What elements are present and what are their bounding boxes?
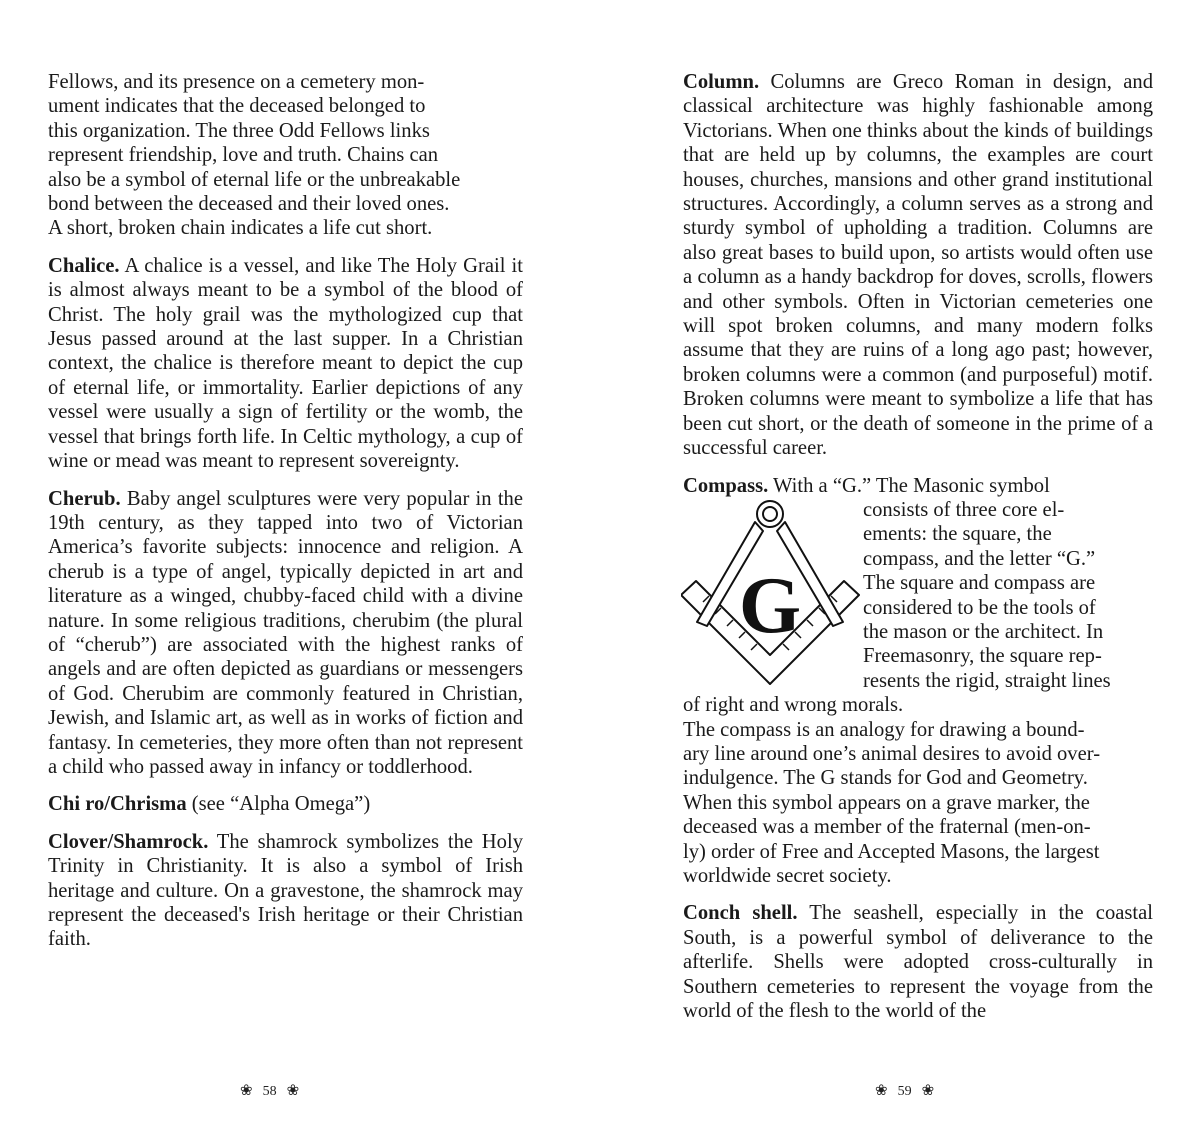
text-line: The compass is an analogy for drawing a bound- bbox=[683, 718, 1085, 741]
entry-conch-shell bbox=[683, 901, 1153, 1023]
text-line: this organization. The three Odd Fellows links bbox=[48, 119, 430, 142]
flower-ornament-icon: ❀ bbox=[286, 1081, 300, 1099]
page-number: 58 bbox=[262, 1084, 277, 1099]
text-line: ary line around one’s animal desires to avoid over- bbox=[683, 742, 1101, 765]
entry-chi-ro bbox=[48, 792, 523, 816]
page-number-right bbox=[875, 1081, 934, 1100]
text-line: indulgence. The G stands for God and Geometry. bbox=[683, 767, 1088, 790]
text-line: When this symbol appears on a grave marker, the bbox=[683, 791, 1090, 814]
text-line: resents the rigid, straight lines bbox=[863, 669, 1111, 692]
text-line: the mason or the architect. In bbox=[863, 620, 1104, 643]
flower-ornament-icon: ❀ bbox=[921, 1081, 935, 1099]
square-and-compass-icon bbox=[681, 498, 863, 688]
text-line: considered to be the tools of bbox=[863, 596, 1096, 619]
continuation-paragraph bbox=[48, 70, 523, 241]
page-number: 59 bbox=[897, 1084, 912, 1099]
text-line: The square and compass are bbox=[863, 572, 1096, 595]
entry-term: Conch shell. bbox=[683, 902, 798, 925]
compass-lead-line bbox=[683, 474, 1153, 498]
flower-ornament-icon: ❀ bbox=[240, 1081, 253, 1099]
page-number-left bbox=[240, 1081, 299, 1100]
emblem-letter: G bbox=[738, 561, 802, 650]
entry-term: Cherub. bbox=[48, 487, 121, 510]
text-line: Fellows, and its presence on a cemetery mon- bbox=[48, 71, 425, 93]
text-line: represent friendship, love and truth. Chains can bbox=[48, 144, 439, 167]
entry-text: Baby angel sculptures were very popular in the 19th century, as they tapped into two of Victorian America’s favorite subjects: innocence and religion. A cherub is a type of angel, typically depicted in art and literature as a winged, chubby-faced child with a divine nature. In some religious traditions, cherubim (the plural of “cherub”) are associated with the highest ranks of angels and are often depicted as guardians or messengers of God. Cherubim are commonly featured in Christian, Jewish, and Islamic art, as well as in works of fiction and fantasy. In cemeteries, they more often than not represent a child who passed away in infancy or toddlerhood. bbox=[48, 487, 523, 778]
entry-clover-shamrock bbox=[48, 830, 523, 952]
text-line: ements: the square, the bbox=[863, 523, 1052, 546]
text-line: ly) order of Free and Accepted Masons, the largest bbox=[683, 840, 1100, 863]
entry-compass bbox=[683, 474, 1153, 889]
entry-term: Clover/Shamrock. bbox=[48, 830, 209, 853]
entry-text: The shamrock symbolizes the Holy Trinity in Christianity. It is also a symbol of Irish heritage and culture. On a gravestone, the shamrock may represent the deceased's Irish heritage or their Christian faith. bbox=[48, 830, 523, 951]
entry-text: A chalice is a vessel, and like The Holy Grail it is almost always meant to be a symbol of the blood of Christ. The holy grail was the mythologized cup that Jesus passed around at the last supper. In a Christian context, the chalice is therefore meant to depict the cup of eternal life, or immortality. Earlier depictions of any vessel were usually a sign of fertility or the womb, the vessel that brings forth life. In Celtic mythology, a cup of wine or mead was meant to represent sovereignty. bbox=[48, 254, 523, 473]
entry-text: With a “G.” The Masonic symbol bbox=[768, 474, 1050, 497]
text-line: A short, broken chain indicates a life cut short. bbox=[48, 217, 433, 240]
text-line: deceased was a member of the fraternal (men-on- bbox=[683, 816, 1091, 839]
entry-term: Column. bbox=[683, 71, 760, 93]
text-line: ument indicates that the deceased belonged to bbox=[48, 95, 426, 118]
text-line: of right and wrong morals. bbox=[683, 694, 904, 717]
entry-text: (see “Alpha Omega”) bbox=[186, 793, 371, 816]
text-line: also be a symbol of eternal life or the unbreakable bbox=[48, 168, 461, 191]
text-line: consists of three core el- bbox=[863, 498, 1065, 521]
entry-term: Chi ro/Chrisma bbox=[48, 793, 187, 816]
text-line: Freemasonry, the square rep- bbox=[863, 645, 1102, 668]
text-line: compass, and the letter “G.” bbox=[863, 547, 1096, 570]
entry-text: The seashell, especially in the coastal South, is a powerful symbol of deliverance to the afterlife. Shells were adopted cross-culturally in Southern cemeteries to represent the voyage from the world of the flesh to the world of the bbox=[683, 902, 1153, 1023]
right-page bbox=[683, 70, 1153, 1036]
entry-column bbox=[683, 70, 1153, 461]
entry-term: Chalice. bbox=[48, 254, 120, 277]
entry-text: Columns are Greco Roman in design, and classical architecture was highly fashionable among Victorians. When one thinks about the kinds of buildings that are held up by columns, the examples are court houses, churches, mansions and other grand institutional structures. Accordingly, a column serves as a strong and sturdy symbol of upholding a tradition. Columns are also great bases to build upon, so artists would often use a column as a handy backdrop for doves, scrolls, flowers and other symbols. Often in Victorian cemeteries one will spot broken columns, and many modern folks assume that they are ruins of a long ago past; however, broken columns were a common (and purposeful) motif. Broken columns were meant to symbolize a life that has been cut short, or the death of someone in the prime of a successful career. bbox=[683, 71, 1153, 460]
text-line: bond between the deceased and their loved ones. bbox=[48, 193, 450, 216]
entry-cherub bbox=[48, 487, 523, 780]
flower-ornament-icon: ❀ bbox=[875, 1081, 888, 1099]
entry-chalice bbox=[48, 254, 523, 474]
text-line: worldwide secret society. bbox=[683, 865, 892, 887]
entry-term: Compass. bbox=[683, 474, 769, 497]
left-page bbox=[48, 70, 523, 965]
